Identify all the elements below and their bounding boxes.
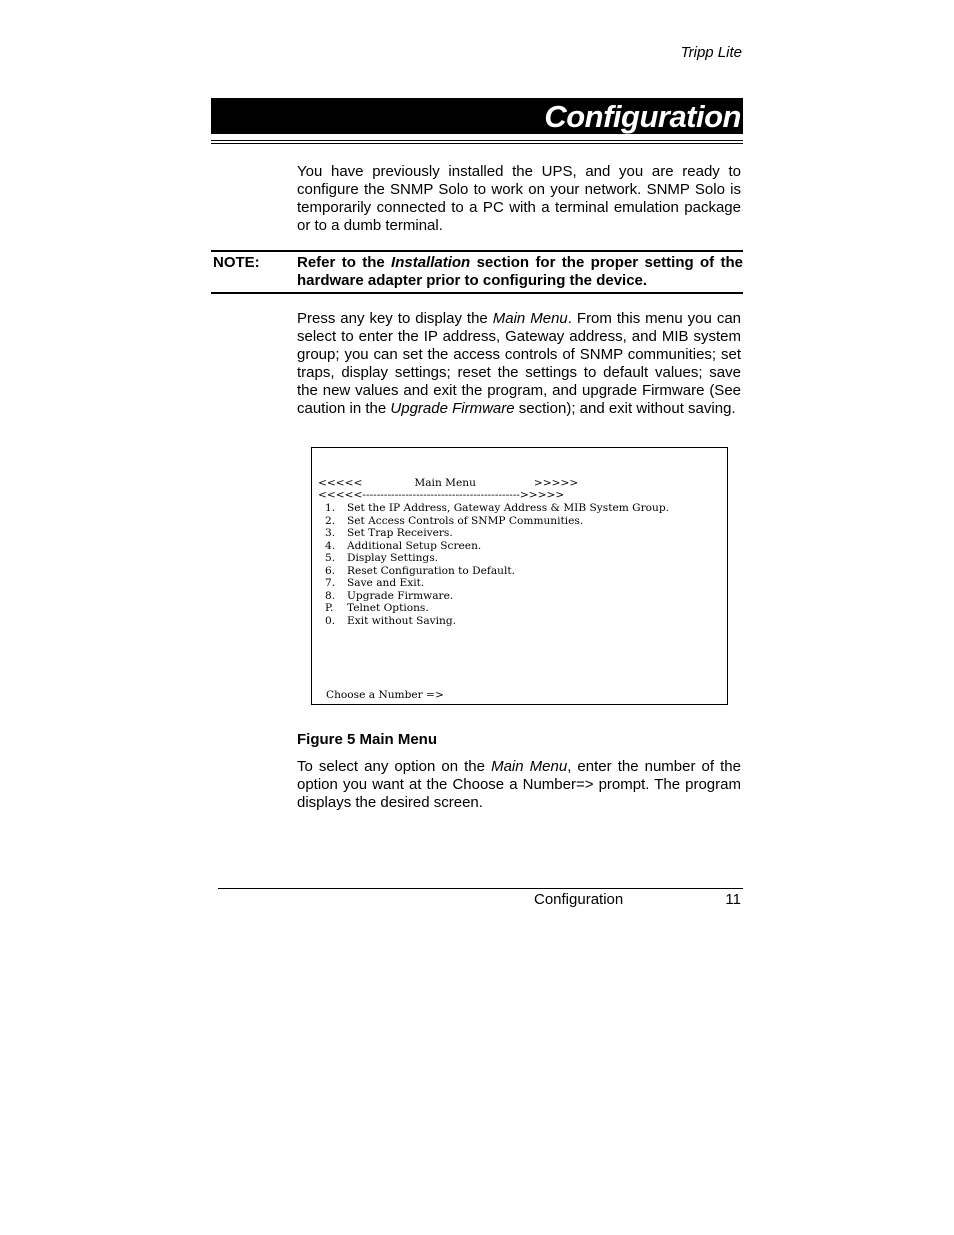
menu-option-label: Upgrade Firmware. [347, 589, 454, 602]
p1-upgrade-firmware-emphasis: Upgrade Firmware [390, 400, 515, 417]
menu-header-line [318, 477, 578, 490]
menu-options-list [325, 502, 669, 627]
menu-option [325, 602, 669, 615]
menu-description-paragraph [297, 310, 741, 418]
menu-option [325, 565, 669, 578]
menu-option-key: 8. [325, 589, 336, 602]
closing-part-a: To select any option on the [297, 758, 492, 775]
menu-option-label: Exit without Saving. [347, 614, 456, 627]
menu-option-label: Telnet Options. [347, 602, 429, 614]
menu-option-key: 2. [325, 514, 336, 527]
menu-option [325, 502, 669, 515]
figure-caption: Figure 5 Main Menu [297, 731, 438, 748]
menu-option [325, 590, 669, 603]
menu-option-key: 3. [325, 527, 336, 539]
menu-option-key: 1. [325, 502, 336, 514]
section-title-bar [211, 98, 743, 134]
menu-option-label: Set Trap Receivers. [347, 527, 453, 539]
main-menu-screenshot [311, 447, 728, 705]
menu-option-label: Display Settings. [347, 552, 438, 564]
menu-option [325, 515, 669, 528]
menu-option [325, 540, 669, 553]
menu-header-title: Main Menu [414, 477, 476, 489]
menu-header-right: >>>>> [533, 477, 579, 489]
menu-option-label: Set Access Controls of SNMP Communities. [347, 514, 584, 527]
note-text-emphasis: Installation [391, 254, 471, 271]
menu-option-label: Set the IP Address, Gateway Address & MIB System Group. [347, 502, 670, 514]
footer-rule [218, 888, 743, 889]
p1-part-b: . From this menu you can select to enter the IP address, Gateway address, and MIB system group; you can set the access controls of SNMP communities; set traps, display settings; reset the settings to default values; save the new values and exit the program, and upgrade Firmware (See caution in the [297, 310, 742, 417]
closing-part-b: , enter the number of the option you want at the Choose a Number=> prompt. The program displays the desired screen. [297, 758, 741, 811]
footer-page-number: 11 [725, 891, 741, 908]
menu-option [325, 577, 669, 590]
menu-option-key: 7. [325, 577, 336, 589]
note-text [297, 254, 743, 290]
menu-option-key: 5. [325, 552, 336, 564]
menu-option-label: Additional Setup Screen. [347, 539, 482, 552]
footer-section-name: Configuration [534, 891, 624, 908]
p1-main-menu-emphasis: Main Menu [492, 310, 568, 327]
title-rule-secondary [211, 143, 743, 144]
note-text-before: Refer to the [297, 254, 392, 271]
menu-option [325, 552, 669, 565]
menu-header-left: <<<<< [318, 477, 363, 489]
menu-option-label: Save and Exit. [347, 577, 425, 589]
note-label: NOTE: [213, 254, 260, 271]
note-top-rule [211, 250, 743, 252]
intro-paragraph: You have previously installed the UPS, and you are ready to configure the SNMP Solo to work on your network. SNMP Solo is temporarily connected to a PC with a terminal emulation package or to a dumb terminal. [297, 163, 741, 234]
title-rule [211, 140, 743, 141]
closing-paragraph [297, 758, 741, 812]
menu-option-label: Reset Configuration to Default. [347, 564, 515, 577]
menu-option-key: P. [325, 602, 334, 614]
menu-divider-line: <<<<<-------------------------------------------->>>>> [318, 489, 565, 501]
menu-option [325, 527, 669, 540]
menu-option [325, 615, 669, 628]
menu-option-key: 0. [325, 614, 336, 627]
choose-number-prompt: Choose a Number => [326, 689, 444, 701]
closing-main-menu-emphasis: Main Menu [491, 758, 568, 775]
p1-part-a: Press any key to display the [297, 310, 493, 327]
note-text-after: section for the proper setting of the hardware adapter prior to configuring the device. [297, 254, 743, 289]
running-header-brand: Tripp Lite [680, 44, 742, 61]
menu-option-key: 6. [325, 564, 336, 577]
note-bottom-rule [211, 292, 743, 294]
p1-part-c: section); and exit without saving. [514, 400, 736, 417]
page-title: Configuration [544, 99, 741, 134]
menu-option-key: 4. [325, 539, 336, 552]
